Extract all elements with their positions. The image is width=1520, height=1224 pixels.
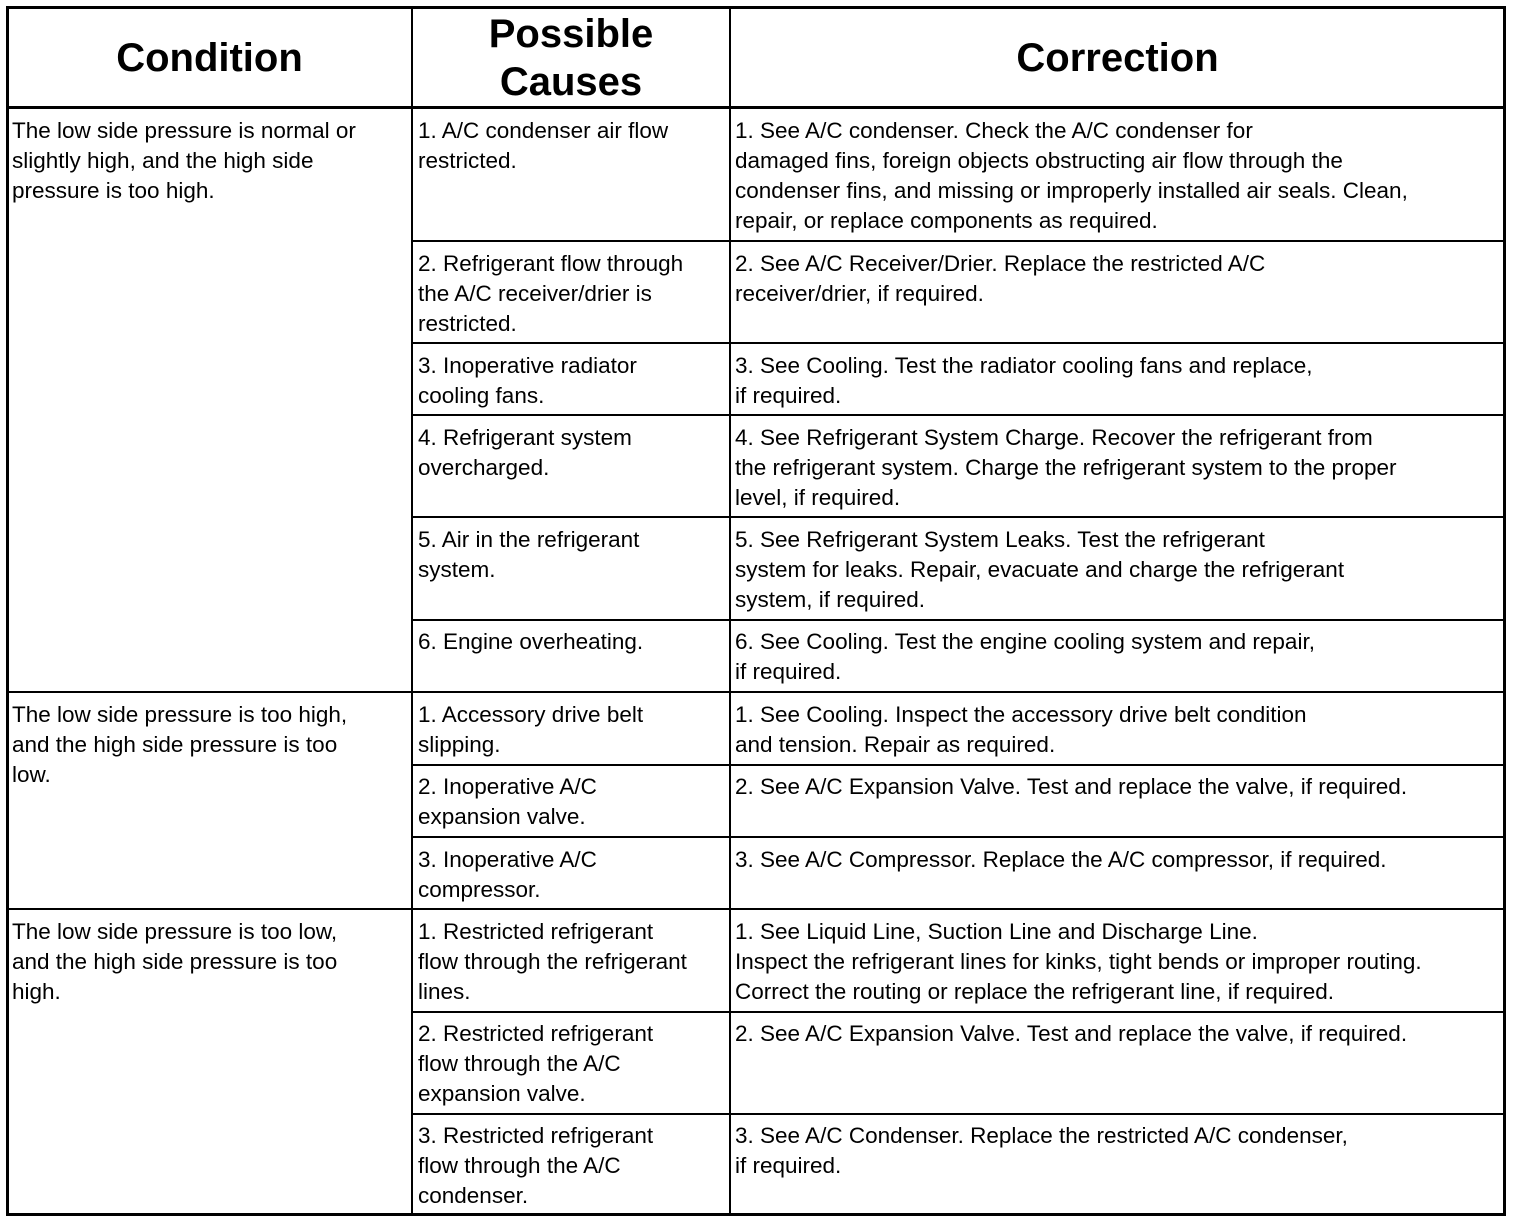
- header-correction: Correction: [1016, 36, 1219, 80]
- cause-cell: 1. A/C condenser air flow restricted.: [418, 118, 669, 173]
- correction-cell: 5. See Refrigerant System Leaks. Test the refrigerant system for leaks. Repair, evacuate and charge the refrigerant system, if required.: [735, 527, 1345, 612]
- correction-cell: 3. See A/C Condenser. Replace the restricted A/C condenser, if required.: [735, 1123, 1348, 1178]
- cause-cell: 4. Refrigerant system overcharged.: [418, 425, 632, 480]
- row-divider: [412, 1113, 1504, 1115]
- group-divider: [8, 908, 1504, 910]
- row-divider: [412, 764, 1504, 766]
- correction-cell: 4. See Refrigerant System Charge. Recover the refrigerant from the refrigerant system. Charge the refrigerant system to the proper level, if required.: [735, 425, 1397, 510]
- row-divider: [412, 240, 1504, 242]
- correction-cell: 2. See A/C Expansion Valve. Test and replace the valve, if required.: [735, 1021, 1408, 1046]
- correction-cell: 6. See Cooling. Test the engine cooling system and repair, if required.: [735, 629, 1315, 684]
- correction-cell: 3. See A/C Compressor. Replace the A/C compressor, if required.: [735, 847, 1387, 872]
- correction-cell: 1. See Liquid Line, Suction Line and Discharge Line. Inspect the refrigerant lines for kinks, tight bends or improper routing. Correct the routing or replace the refrigerant line, if required.: [735, 919, 1422, 1004]
- condition-cell: The low side pressure is too low, and the high side pressure is too high.: [12, 919, 338, 1004]
- condition-cell: The low side pressure is too high, and the high side pressure is too low.: [12, 702, 348, 787]
- column-divider: [729, 8, 731, 1216]
- correction-cell: 3. See Cooling. Test the radiator cooling fans and replace, if required.: [735, 353, 1313, 408]
- correction-cell: 1. See A/C condenser. Check the A/C condenser for damaged fins, foreign objects obstructing air flow through the condenser fins, and missing or improperly installed air seals. Clean, repair, or replace components as required.: [735, 118, 1408, 233]
- row-divider: [412, 836, 1504, 838]
- cause-cell: 1. Restricted refrigerant flow through the refrigerant lines.: [418, 919, 687, 1004]
- correction-cell: 2. See A/C Expansion Valve. Test and replace the valve, if required.: [735, 774, 1408, 799]
- header-condition: Condition: [116, 36, 303, 80]
- correction-cell: 2. See A/C Receiver/Drier. Replace the restricted A/C receiver/drier, if required.: [735, 251, 1266, 306]
- row-divider: [412, 414, 1504, 416]
- row-divider: [412, 619, 1504, 621]
- cause-cell: 2. Inoperative A/C expansion valve.: [418, 774, 597, 829]
- cause-cell: 3. Inoperative A/C compressor.: [418, 847, 597, 902]
- condition-cell: The low side pressure is normal or slightly high, and the high side pressure is too high.: [12, 118, 356, 203]
- cause-cell: 3. Inoperative radiator cooling fans.: [418, 353, 637, 408]
- cause-cell: 1. Accessory drive belt slipping.: [418, 702, 644, 757]
- cause-cell: 6. Engine overheating.: [418, 629, 644, 654]
- group-divider: [8, 691, 1504, 693]
- cause-cell: 2. Refrigerant flow through the A/C receiver/drier is restricted.: [418, 251, 684, 336]
- header-possible-causes: Possible Causes: [488, 12, 654, 104]
- row-divider: [412, 1011, 1504, 1013]
- column-divider: [411, 8, 413, 1216]
- cause-cell: 5. Air in the refrigerant system.: [418, 527, 640, 582]
- row-divider: [412, 516, 1504, 518]
- row-divider: [412, 342, 1504, 344]
- cause-cell: 3. Restricted refrigerant flow through the A/C condenser.: [418, 1123, 654, 1208]
- correction-cell: 1. See Cooling. Inspect the accessory drive belt condition and tension. Repair as required.: [735, 702, 1307, 757]
- cause-cell: 2. Restricted refrigerant flow through the A/C expansion valve.: [418, 1021, 654, 1106]
